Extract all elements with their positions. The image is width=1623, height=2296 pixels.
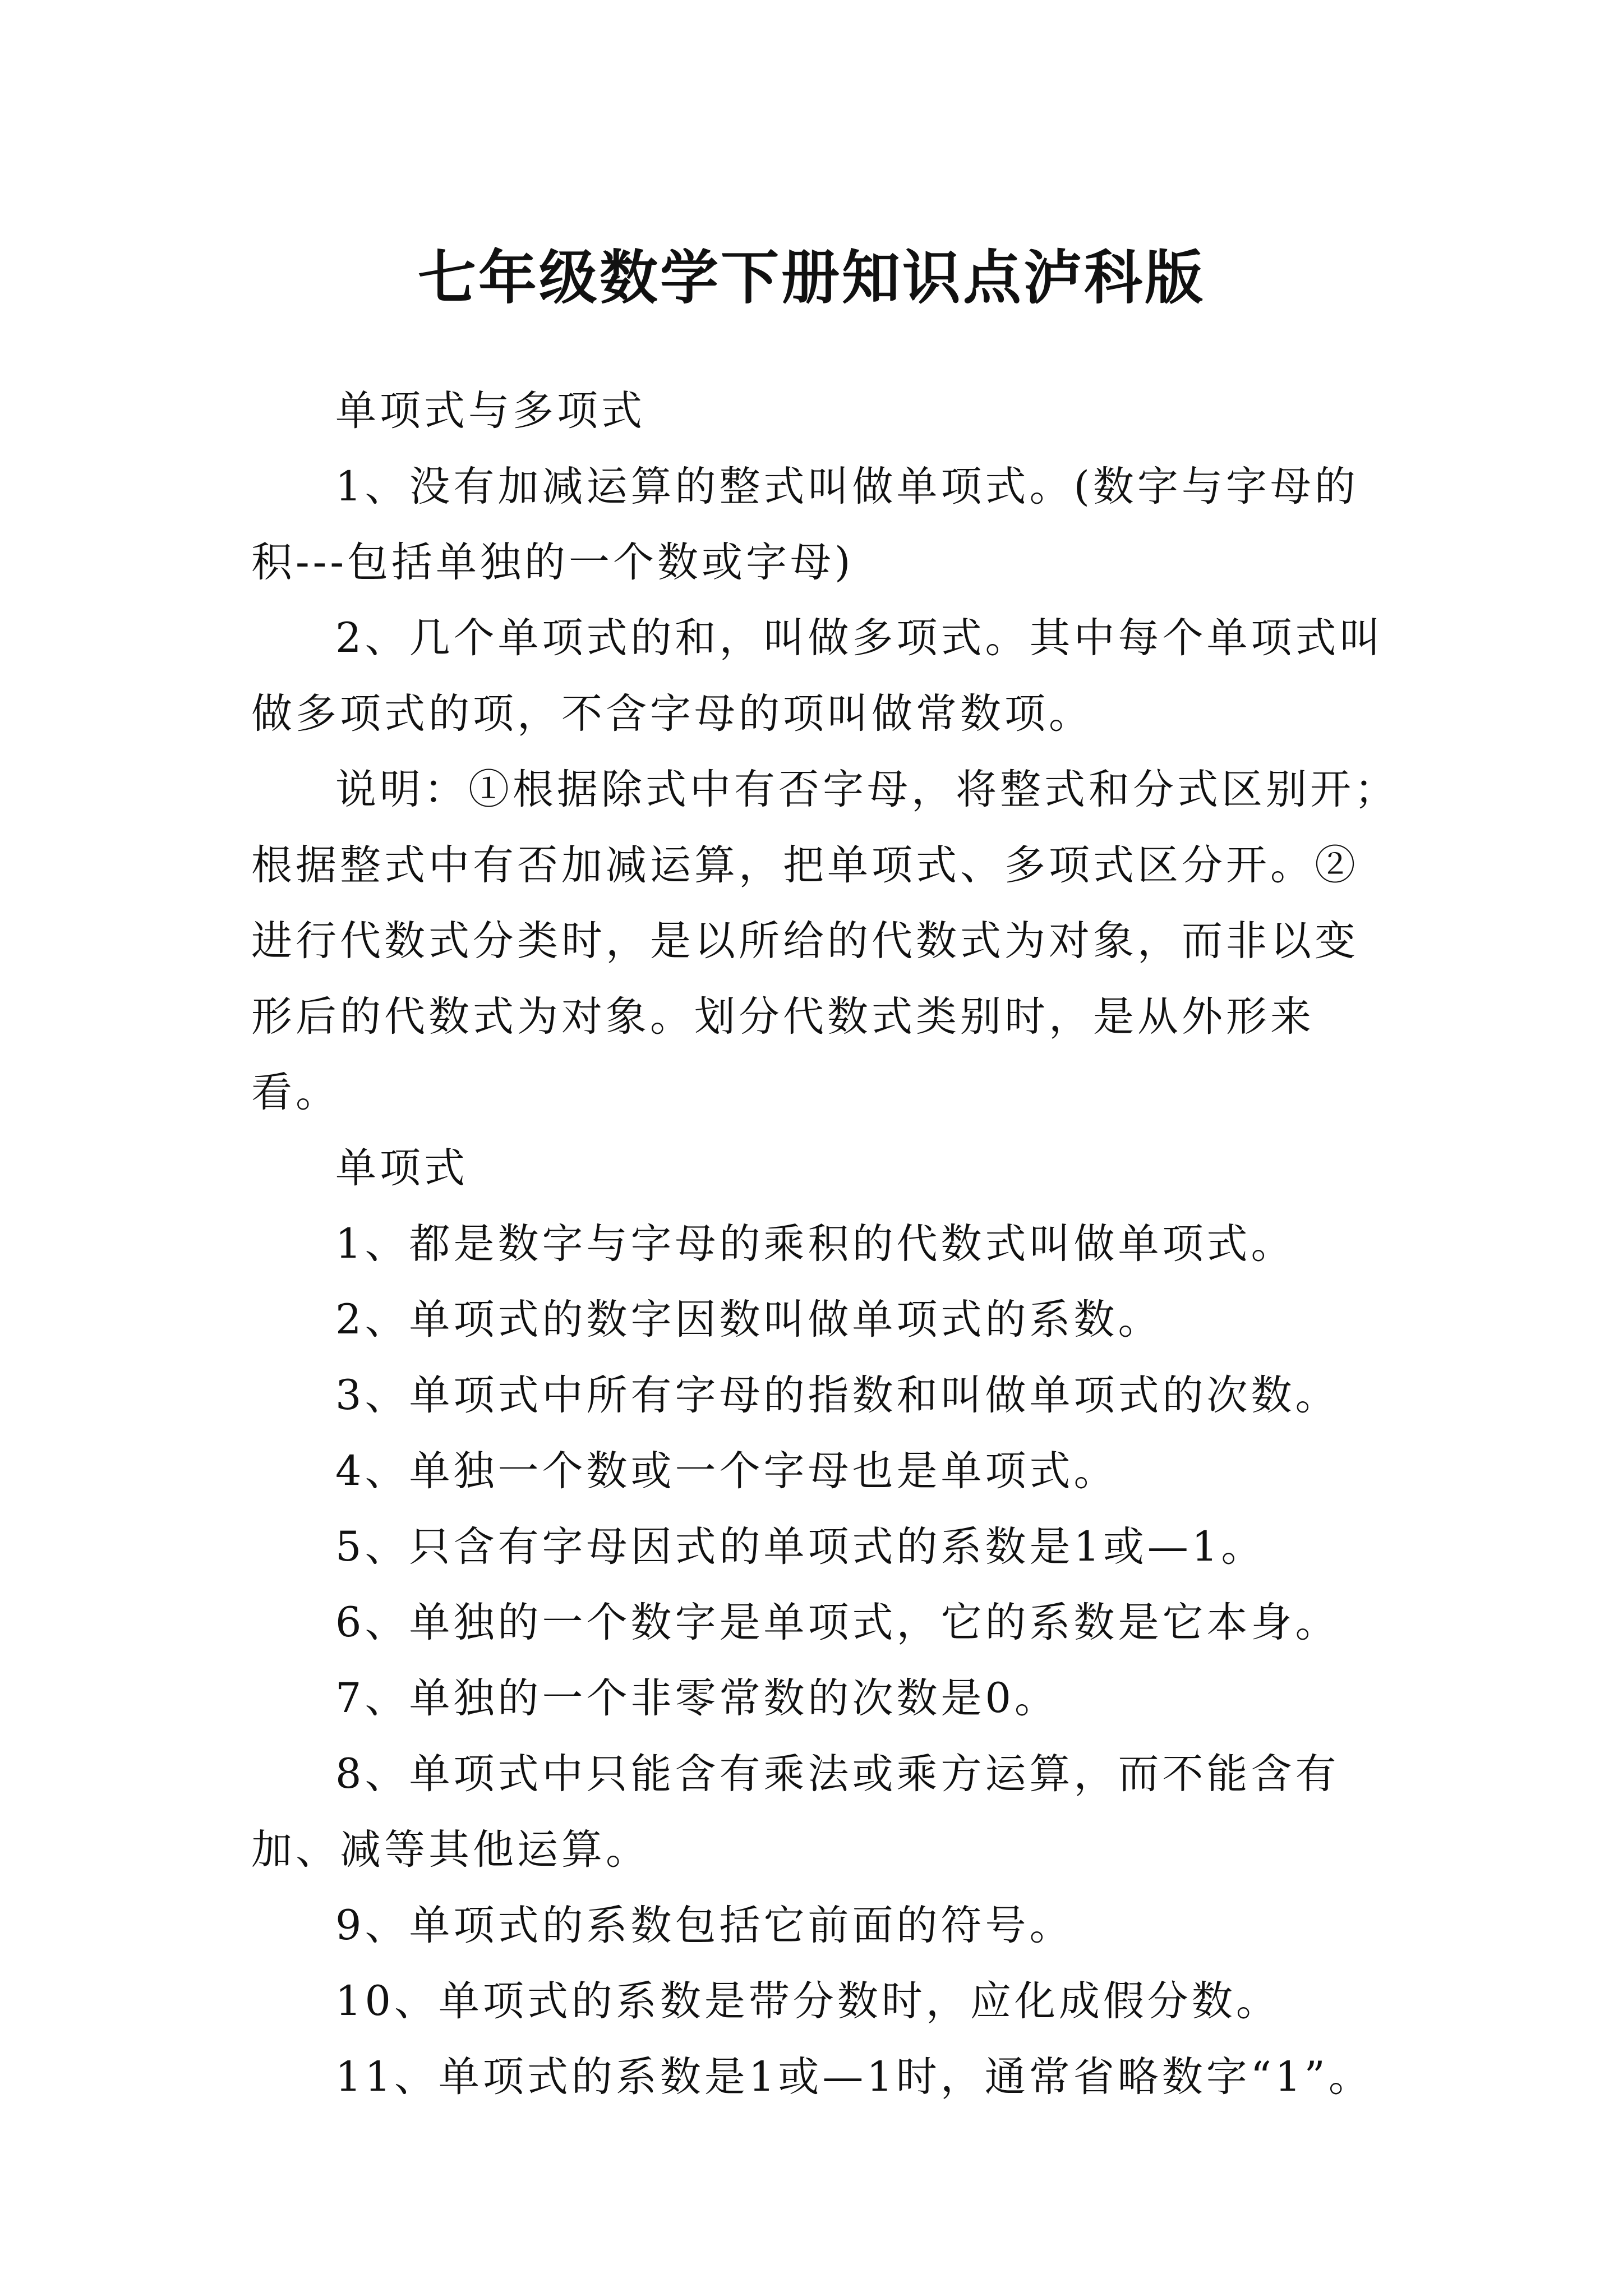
paragraph: 8、单项式中只能含有乘法或乘方运算，而不能含有加、减等其他运算。	[251, 1750, 1340, 1874]
paragraph: 2、几个单项式的和，叫做多项式。其中每个单项式叫做多项式的项，不含字母的项叫做常数项。	[251, 614, 1384, 738]
paragraph: 1、没有加减运算的整式叫做单项式。(数字与字母的积---包括单独的一个数或字母)	[251, 463, 1359, 586]
paragraph: 10、单项式的系数是带分数时，应化成假分数。	[335, 1977, 1280, 2025]
paragraph: 3、单项式中所有字母的指数和叫做单项式的次数。	[335, 1372, 1340, 1419]
paragraph: 11、单项式的系数是1或—1时，通常省略数字“1”。	[335, 2053, 1373, 2101]
paragraph: 2、单项式的数字因数叫做单项式的系数。	[335, 1296, 1163, 1343]
paragraph: 说明：①根据除式中有否字母，将整式和分式区别开；根据整式中有否加减运算，把单项式、多项式区分开。②进行代数式分类时，是以所给的代数式为对象，而非以变形后的代数式为对象。划分代数式类别时，是从外形来看。	[251, 766, 1399, 1116]
paragraph: 1、都是数字与字母的乘积的代数式叫做单项式。	[335, 1220, 1295, 1268]
document-title: 七年级数学下册知识点泸科版	[417, 243, 1205, 312]
paragraph: 4、单独一个数或一个字母也是单项式。	[335, 1447, 1118, 1495]
section-heading: 单项式与多项式	[335, 387, 645, 435]
paragraph: 7、单独的一个非零常数的次数是0。	[335, 1674, 1059, 1722]
section-heading: 单项式	[335, 1144, 468, 1192]
paragraph: 5、只含有字母因式的单项式的系数是1或—1。	[335, 1523, 1266, 1571]
paragraph: 6、单独的一个数字是单项式，它的系数是它本身。	[335, 1599, 1340, 1646]
paragraph: 9、单项式的系数包括它前面的符号。	[335, 1902, 1074, 1949]
document-body	[251, 373, 1401, 2115]
